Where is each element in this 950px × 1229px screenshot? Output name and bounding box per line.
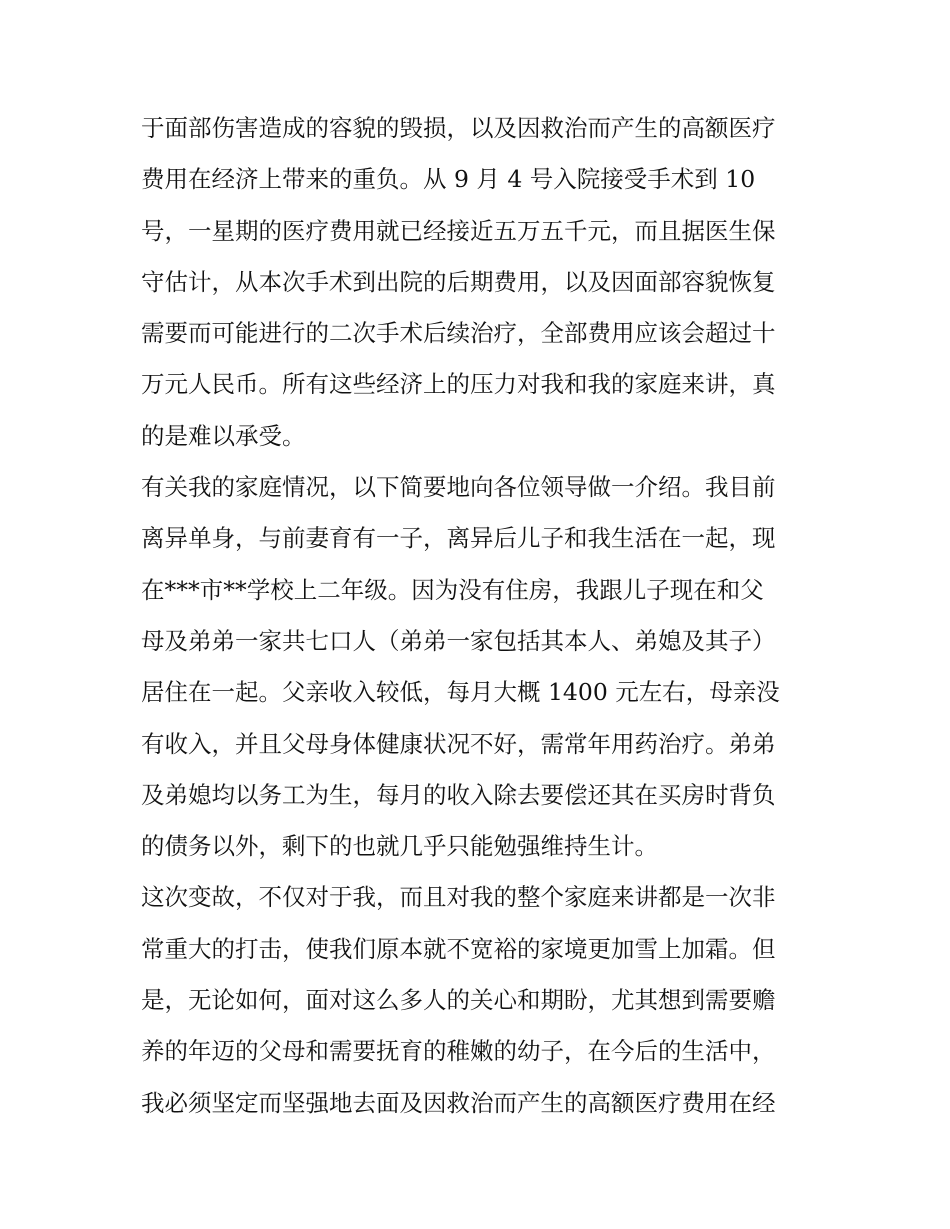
text-line: 有收入，并且父母身体健康状况不好，需常年用药治疗。弟弟 bbox=[141, 729, 776, 758]
text-line: 常重大的打击，使我们原本就不宽裕的家境更加雪上加霜。但 bbox=[141, 934, 776, 963]
text-line: 的债务以外，剩下的也就几乎只能勉强维持生计。 bbox=[141, 832, 658, 861]
text-line: 这次变故，不仅对于我，而且对我的整个家庭来讲都是一次非 bbox=[141, 883, 776, 912]
text-line: 母及弟弟一家共七口人（弟弟一家包括其本人、弟媳及其子） bbox=[141, 626, 776, 655]
text-line: 是，无论如何，面对这么多人的关心和期盼，尤其想到需要赡 bbox=[141, 986, 776, 1015]
text-line: 离异单身，与前妻育有一子，离异后儿子和我生活在一起，现 bbox=[141, 524, 776, 553]
text-line: 养的年迈的父母和需要抚育的稚嫩的幼子，在今后的生活中， bbox=[141, 1037, 776, 1066]
text-line: 需要而可能进行的二次手术后续治疗，全部费用应该会超过十 bbox=[141, 319, 776, 348]
text-line: 号，一星期的医疗费用就已经接近五万五千元，而且据医生保 bbox=[141, 216, 776, 245]
text-line: 万元人民币。所有这些经济上的压力对我和我的家庭来讲，真 bbox=[141, 370, 776, 399]
text-line: 在***市**学校上二年级。因为没有住房，我跟儿子现在和父 bbox=[141, 575, 764, 604]
document-body bbox=[141, 103, 821, 1129]
text-line: 及弟媳均以务工为生，每月的收入除去要偿还其在买房时背负 bbox=[141, 780, 776, 809]
text-line: 守估计，从本次手术到出院的后期费用，以及因面部容貌恢复 bbox=[141, 267, 776, 296]
text-line: 我必须坚定而坚强地去面及因救治而产生的高额医疗费用在经 bbox=[141, 1088, 776, 1117]
text-line: 于面部伤害造成的容貌的毁损，以及因救治而产生的高额医疗 bbox=[141, 114, 776, 142]
text-line: 的是难以承受。 bbox=[141, 421, 306, 450]
text-line: 费用在经济上带来的重负。从 9 月 4 号入院接受手术到 10 bbox=[141, 165, 756, 194]
text-line: 居住在一起。父亲收入较低，每月大概 1400 元左右，母亲没 bbox=[141, 678, 780, 707]
text-line: 有关我的家庭情况，以下简要地向各位领导做一介绍。我目前 bbox=[141, 473, 776, 502]
